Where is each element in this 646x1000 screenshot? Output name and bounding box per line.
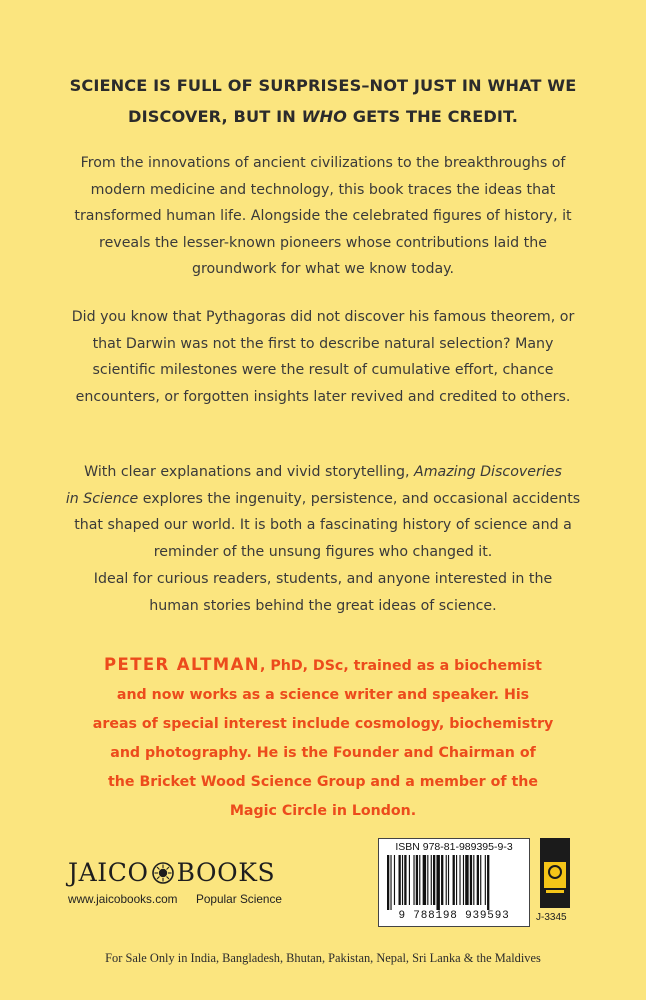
author-bio-line: and photography. He is the Founder and Chairman of xyxy=(110,745,536,761)
paragraph-line xyxy=(48,459,598,486)
barcode-bar xyxy=(413,855,414,905)
paragraph-line: modern medicine and technology, this book traces the ideas that xyxy=(90,181,556,198)
book-category: Popular Science xyxy=(196,892,282,906)
paragraph-text: With clear explanations and vivid storytelling, xyxy=(84,464,415,480)
author-bio-line: and now works as a science writer and speaker. His xyxy=(116,687,530,703)
paragraph-did-you-know xyxy=(48,304,598,410)
book-title-part-1: Amazing Discoveries xyxy=(414,464,562,480)
barcode-bar xyxy=(470,855,472,905)
publisher-website: www.jaicobooks.com xyxy=(68,892,178,906)
brand-left: JAICO xyxy=(68,858,149,887)
sale-territory-notice: For Sale Only in India, Bangladesh, Bhutan, Pakistan, Nepal, Sri Lanka & the Maldives xyxy=(105,951,541,965)
barcode-bar xyxy=(485,855,486,905)
barcode-bar xyxy=(416,855,418,905)
barcode-bar xyxy=(448,855,449,905)
headline-line-1: SCIENCE IS FULL OF SURPRISES–NOT JUST IN WHAT WE xyxy=(69,76,577,95)
paragraph-line: reminder of the unsung figures who changed it. xyxy=(153,543,493,560)
barcode-bar xyxy=(473,855,474,905)
author-bio-line: the Bricket Wood Science Group and a member of the xyxy=(108,774,538,790)
barcode-bar xyxy=(433,855,435,905)
barcode-bar xyxy=(427,855,428,905)
barcode-bar xyxy=(456,855,457,905)
author-bio-line: areas of special interest include cosmology, biochemistry xyxy=(92,716,554,732)
author-credentials: , PhD, DSc, trained as a biochemist xyxy=(260,658,542,674)
barcode-bar xyxy=(404,855,406,905)
paragraph-line: Ideal for curious readers, students, and anyone interested in the xyxy=(93,571,553,587)
barcode-bar xyxy=(446,855,447,905)
headline-line-2 xyxy=(60,101,586,132)
paragraph-line: scientific milestones were the result of cumulative effort, chance xyxy=(92,362,554,378)
barcode-bar xyxy=(480,855,481,905)
paragraph-intro xyxy=(48,150,598,283)
barcode-bar xyxy=(463,855,464,905)
barcode-bar xyxy=(423,855,426,905)
barcode-bar xyxy=(477,855,479,905)
headline-emphasis: WHO xyxy=(301,107,348,126)
publisher-brand xyxy=(68,858,275,887)
brand-right: BOOKS xyxy=(176,858,276,887)
barcode-bar xyxy=(399,855,401,905)
paragraph-line: human stories behind the great ideas of science. xyxy=(149,597,497,614)
headline-line-2-prefix: DISCOVER, BUT IN xyxy=(128,107,302,126)
barcode-bar xyxy=(387,855,389,910)
barcode-bar xyxy=(419,855,420,905)
paragraph-line: transformed human life. Alongside the celebrated figures of history, it xyxy=(74,208,572,224)
author-name: PETER ALTMAN xyxy=(104,655,260,674)
barcode-bar xyxy=(409,855,410,905)
barcode-bars xyxy=(387,855,521,910)
barcode-bar xyxy=(390,855,391,910)
paragraph-line: that Darwin was not the first to describe natural selection? Many xyxy=(92,335,554,352)
paragraph-line: Did you know that Pythagoras did not discover his famous theorem, or xyxy=(71,309,575,325)
paragraph-line xyxy=(48,486,598,513)
sunburst-logo-icon xyxy=(152,862,174,884)
barcode-bar xyxy=(487,855,489,910)
author-bio xyxy=(44,650,602,826)
headline-line-2-suffix: GETS THE CREDIT. xyxy=(347,107,518,126)
paragraph-storytelling xyxy=(48,459,598,565)
paragraph-ideal-for xyxy=(48,566,598,619)
barcode-bar xyxy=(453,855,455,905)
barcode-bar xyxy=(431,855,432,905)
book-title-part-2: in Science xyxy=(65,490,139,507)
barcode-bar xyxy=(394,855,395,905)
paragraph-line: encounters, or forgotten insights later revived and credited to others. xyxy=(75,388,571,405)
barcode-bar xyxy=(402,855,403,905)
isbn-label: ISBN 978-81-989395-9-3 xyxy=(395,841,513,853)
paragraph-line: that shaped our world. It is both a fascinating history of science and a xyxy=(74,517,572,533)
author-bio-line: Magic Circle in London. xyxy=(229,803,417,819)
barcode-digits: 9 788198 939593 xyxy=(398,910,510,922)
author-bio-line xyxy=(44,650,602,681)
barcode-bar xyxy=(465,855,468,905)
paragraph-line: reveals the lesser-known pioneers whose contributions laid the xyxy=(99,234,547,251)
headline xyxy=(60,70,586,132)
barcode-bar xyxy=(436,855,439,910)
paragraph-line: groundwork for what we know today. xyxy=(191,261,455,277)
paragraph-text: explores the ingenuity, persistence, and occasional accidents xyxy=(138,490,581,507)
barcode-bar xyxy=(459,855,460,905)
isbn-barcode xyxy=(378,838,530,927)
barcode-bar xyxy=(441,855,443,905)
catalog-code: J-3345 xyxy=(536,912,567,923)
paragraph-line: From the innovations of ancient civilizations to the breakthroughs of xyxy=(80,155,566,171)
